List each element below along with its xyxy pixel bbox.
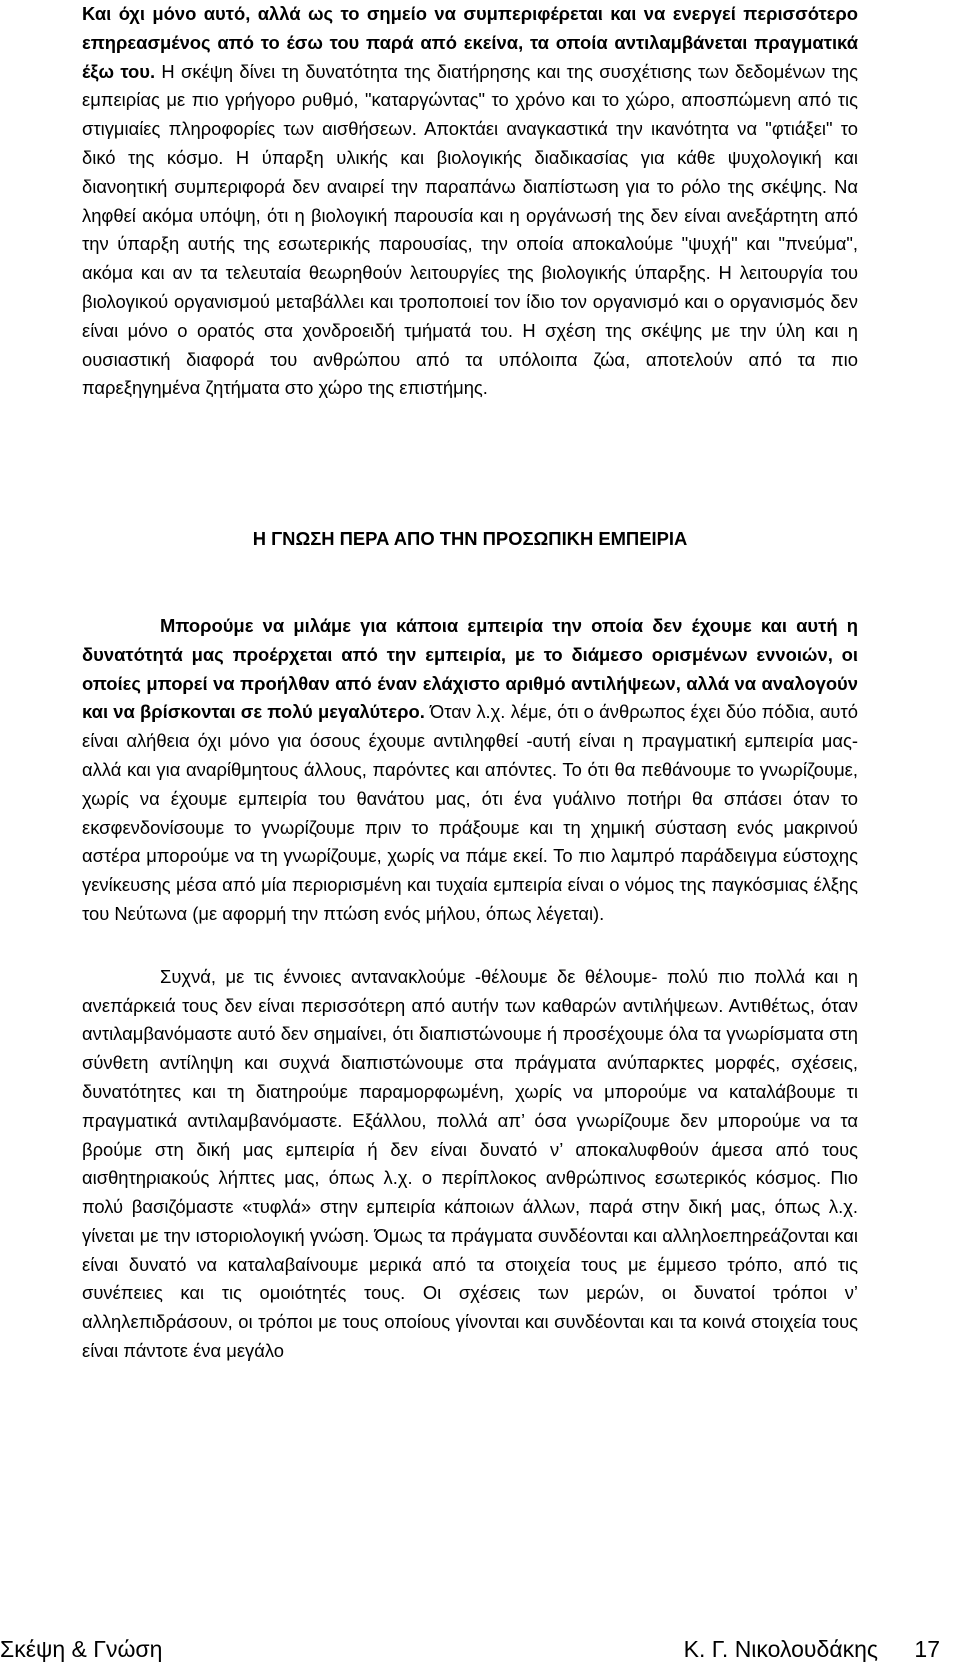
paragraph-3: Συχνά, με τις έννοιες αντανακλούμε -θέλουμε δε θέλουμε- πολύ πιο πολλά και η ανεπάρκειά τους δεν είναι περισσότερη από αυτήν των καθαρών αντιλήψεων. Αντιθέτως, όταν αντιλαμβανόμαστε αυτό δεν σημαίνει, ότι διαπιστώνουμε ή προσέχουμε όλα τα γνωρίσματα στη σύνθετη αντίληψη και συχνά διαπιστώνουμε στα πράγματα ανύπαρκτες μορφές, σχέσεις, δυνατότητες και τη διατηρούμε παραμορφωμένη, χωρίς να μπορούμε να καταλάβουμε τι πραγματικά αντιλαμβανόμαστε. Εξάλλου, πολλά απ’ όσα γνωρίζουμε δεν μπορούμε να τα βρούμε στη δική μας εμπειρία ή δεν είναι δυνατό ν’ αποκαλυφθούν άμεσα από τους αισθητηριακούς λήπτες μας, όπως λ.χ. ο περίπλοκος ανθρώπινος εσωτερικός κόσμος. Πιο πολύ βασιζόμαστε «τυφλά» στην εμπειρία κάποιων άλλων, παρά στην δική μας, όπως λ.χ. γίνεται με την ιστοριολογική γνώση. Όμως τα πράγματα συνδέονται και αλληλοεπηρεάζονται και είναι δυνατό να καταλαβαίνουμε μερικά από τα στοιχεία τους με έμμεσο τρόπο, από τις συνέπειες και τις ομοιότητές τους. Οι σχέσεις των μερών, οι δυνατοί τρόποι ν’ αλληλεπιδράσουν, οι τρόποι με τους οποίους γίνονται και συνδέονται και τα κοινά στοιχεία τους είναι πάντοτε ένα μεγάλο <box>82 965 858 1362</box>
document-body <box>82 0 858 1366</box>
paragraph-1-bold-lead: Και όχι μόνο αυτό, αλλά ως το σημείο να συμπεριφέρεται και να ενεργεί περισσότερο επηρεασμένος από το έσω του παρά από εκείνα, τα οποία αντιλαμβάνεται πραγματικά έξω του. <box>82 3 858 82</box>
paragraph-2 <box>82 612 858 929</box>
page-footer <box>0 1630 960 1669</box>
paragraph-2-text: Όταν λ.χ. λέμε, ότι ο άνθρωπος έχει δύο πόδια, αυτό είναι αλήθεια όχι μόνο για όσους έχουμε αντιληφθεί -αυτή είναι η πραγματική εμπειρία μας- αλλά και για αναρίθμητους άλλους, παρόντες και απόντες. Το ότι θα πεθάνουμε το γνωρίζουμε, χωρίς να έχουμε εμπειρία του θανάτου μας, ότι ένα γυάλινο ποτήρι θα σπάσει όταν το εκσφενδονίσουμε το γνωρίζουμε πριν το πράξουμε και τη χημική σύσταση ενός μακρινού αστέρα μπορούμε να τη γνωρίζουμε, χωρίς να πάμε εκεί. Το πιο λαμπρό παράδειγμα εύστοχης γενίκευσης μέσα από μία περιορισμένη και τυχαία εμπειρία είναι ο νόμος της παγκόσμιας έλξης του Νεύτωνα (με αφορμή την πτώση ενός μήλου, όπως λέγεται). <box>82 701 858 924</box>
paragraph-1 <box>82 0 858 403</box>
page-number: 17 <box>914 1636 940 1662</box>
section-heading: Η ΓΝΩΣΗ ΠΕΡΑ ΑΠΟ ΤΗΝ ΠΡΟΣΩΠΙΚΗ ΕΜΠΕΙΡΙΑ <box>252 528 688 550</box>
paragraph-1-text: Η σκέψη δίνει τη δυνατότητα της διατήρησης και της συσχέτισης των δεδομένων της εμπειρίας με πιο γρήγορο ρυθμό, "καταργώντας" το χρόνο και το χώρο, αποσπώμενη από τις στιγμιαίες πληροφορίες των αισθήσεων. Αποκτάει αναγκαστικά την ικανότητα να "φτιάξει" το δικό της κόσμο. Η ύπαρξη υλικής και βιολογικής διαδικασίας για κάθε ψυχολογική και διανοητική συμπεριφορά δεν αναιρεί την παραπάνω διαπίστωση για το ρόλο της σκέψης. Να ληφθεί ακόμα υπόψη, ότι η βιολογική παρουσία και η οργάνωσή της δεν είναι ανεξάρτητη από την ύπαρξη αυτής της εσωτερικής παρουσίας, την οποία αποκαλούμε "ψυχή" και "πνεύμα", ακόμα και αν τα τελευταία θεωρηθούν λειτουργίες της βιολογικής ύπαρξης. Η λειτουργία του βιολογικού οργανισμού μεταβάλλει και τροποποιεί τον ίδιο τον οργανισμό και ο οργανισμός δεν είναι μόνο ο ορατός στα χονδροειδή τμήματά του. Η σχέση της σκέψης με την ύλη και η ουσιαστική διαφορά του ανθρώπου από τα υπόλοιπα ζώα, αποτελούν από τα πιο παρεξηγημένα ζητήματα στο χώρο της επιστήμης. <box>82 60 858 399</box>
paragraph-2-bold-lead: Μπορούμε να μιλάμε για κάποια εμπειρία την οποία δεν έχουμε και αυτή η δυνατότητά μας προέρχεται από την εμπειρία, με το διάμεσο ορισμένων εννοιών, οι οποίες μπορεί να προήλθαν από έναν ελάχιστο αριθμό αντιλήψεων, αλλά να αναλογούν και να βρίσκονται σε πολύ μεγαλύτερο. <box>82 614 858 723</box>
footer-book-title: Σκέψη & Γνώση <box>0 1636 163 1662</box>
footer-author: Κ. Γ. Νικολουδάκης <box>683 1636 878 1662</box>
